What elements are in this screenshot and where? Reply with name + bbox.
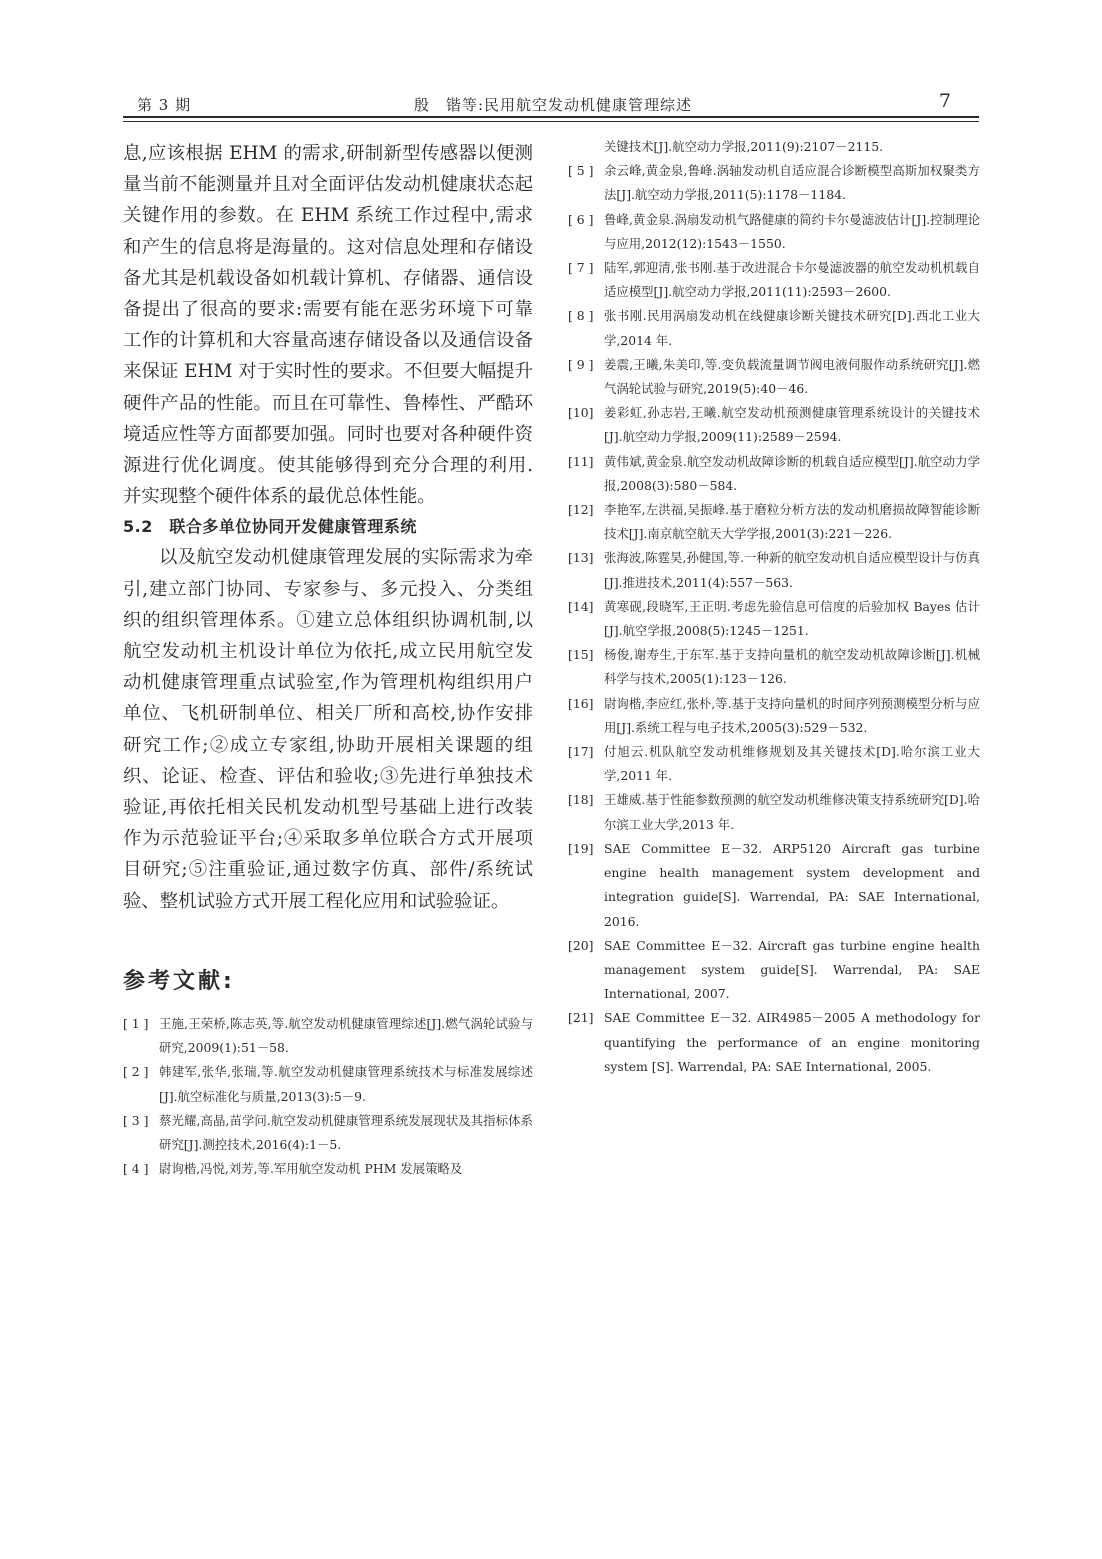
reference-4-continuation: 关键技术[J].航空动力学报,2011(9):2107－2115.	[604, 139, 884, 154]
reference-number: [16]	[568, 695, 594, 711]
reference-text: 李艳军,左洪福,吴振峰.基于磨粒分析方法的发动机磨损故障智能诊断技术[J].南京航空航天大学学报,2001(3):221－226.	[604, 502, 980, 542]
reference-number: [17]	[568, 744, 594, 760]
page-number: 7	[938, 90, 951, 112]
body-paragraph-continued: 息,应该根据 EHM 的需求,研制新型传感器以便测量当前不能测量并且对全面评估发动机健康状态起关键作用的参数。在 EHM 系统工作过程中,需求和产生的信息将是海量的。这对信息处理和存储设备尤其是机载设备如机载计算机、存储器、通信设备提出了很高的要求:需要有能在恶劣环境下可靠工作的计算机和大容量高速存储设备以及通信设备来保证 EHM 对于实时性的要求。不但要大幅提升硬件产品的性能。而且在可靠性、鲁棒性、严酷环境适应性等方面都要加强。同时也要对各种硬件资源进行优化调度。使其能够得到充分合理的利用.并实现整个硬件体系的最优总体性能。	[123, 143, 533, 508]
references-list-left	[123, 1012, 533, 1181]
reference-item	[568, 740, 980, 788]
section-heading-5-2: 5.2 联合多单位协同开发健康管理系统	[123, 517, 417, 537]
reference-text: 余云峰,黄金泉,鲁峰.涡轴发动机自适应混合诊断模型高斯加权聚类方法[J].航空动力学报,2011(5):1178－1184.	[604, 163, 980, 203]
reference-text: 姜彩虹,孙志岩,王曦.航空发动机预测健康管理系统设计的关键技术[J].航空动力学报,2009(11):2589－2594.	[604, 405, 980, 445]
references-list-right-wrapper	[568, 135, 980, 1079]
reference-text: 王雄威.基于性能参数预测的航空发动机维修决策支持系统研究[D].哈尔滨工业大学,2013 年.	[604, 792, 980, 832]
reference-item	[568, 546, 980, 594]
issue-number: 第 3 期	[137, 96, 192, 114]
reference-number: [ 4 ]	[123, 1161, 149, 1177]
reference-text: 王施,王荣桥,陈志英,等.航空发动机健康管理综述[J].燃气涡轮试验与研究,2009(1):51－58.	[159, 1016, 533, 1056]
left-column	[123, 138, 533, 917]
reference-text: 鲁峰,黄金泉.涡扇发动机气路健康的简约卡尔曼滤波估计[J].控制理论与应用,2012(12):1543－1550.	[604, 211, 980, 251]
reference-number: [ 9 ]	[568, 356, 594, 372]
references-heading: 参考文献:	[123, 969, 235, 994]
reference-item	[568, 159, 980, 207]
reference-text: 尉询楷,冯悦,刘芳,等.军用航空发动机 PHM 发展策略及	[159, 1161, 463, 1177]
reference-item	[123, 1012, 533, 1060]
reference-number: [14]	[568, 598, 594, 614]
reference-number: [ 3 ]	[123, 1112, 149, 1128]
reference-item	[123, 1157, 533, 1181]
reference-text: 杨俊,谢寿生,于东军.基于支持向量机的航空发动机故障诊断[J].机械科学与技术,2005(1):123－126.	[604, 647, 980, 687]
body-paragraph-5-2: 以及航空发动机健康管理发展的实际需求为牵引,建立部门协同、专家参与、多元投入、分类组织的组织管理体系。①建立总体组织协调机制,以航空发动机主机设计单位为依托,成立民用航空发动机健康管理重点试验室,作为管理机构组织用户单位、飞机研制单位、相关厂所和高校,协作安排研究工作;②成立专家组,协助开展相关课题的组织、论证、检查、评估和验收;③先进行单独技术验证,再依托相关民机发动机型号基础上进行改装作为示范验证平台;④采取多单位联合方式开展项目研究;⑤注重验证,通过数字仿真、部件/系统试验、整机试验方式开展工程化应用和试验验证。	[123, 547, 533, 912]
header-rule-thin	[123, 121, 979, 122]
reference-text: 尉询楷,李应红,张朴,等.基于支持向量机的时间序列预测模型分析与应用[J].系统工程与电子技术,2005(3):529－532.	[604, 695, 980, 735]
reference-number: [ 8 ]	[568, 308, 594, 324]
reference-item	[568, 692, 980, 740]
reference-item	[568, 1006, 980, 1079]
reference-number: [15]	[568, 647, 594, 663]
references-list-right	[568, 159, 980, 1079]
reference-item	[123, 1060, 533, 1108]
reference-number: [ 6 ]	[568, 211, 594, 227]
running-title: 殷 锴等:民用航空发动机健康管理综述	[413, 96, 693, 114]
reference-item	[568, 353, 980, 401]
reference-item	[568, 643, 980, 691]
reference-text: 张海波,陈霆昊,孙健国,等.一种新的航空发动机自适应模型设计与仿真[J].推进技术,2011(4):557－563.	[604, 550, 980, 590]
reference-text: 蔡光耀,高晶,苗学问.航空发动机健康管理系统发展现状及其指标体系研究[J].测控技术,2016(4):1－5.	[159, 1112, 533, 1153]
reference-number: [11]	[568, 453, 594, 469]
reference-item	[568, 498, 980, 546]
reference-number: [10]	[568, 405, 594, 421]
reference-text: SAE Committee E－32. AIR4985－2005 A methodology for quantifying the performance of an engine monitoring system [S]. Warrendal, PA: SAE International, 2005.	[604, 1010, 980, 1074]
reference-item	[568, 595, 980, 643]
reference-text: 黄伟斌,黄金泉.航空发动机故障诊断的机载自适应模型[J].航空动力学报,2008(3):580－584.	[604, 453, 980, 493]
header-rule-thick	[123, 116, 979, 118]
reference-item	[568, 208, 980, 256]
reference-number: [12]	[568, 502, 594, 518]
reference-item	[568, 401, 980, 449]
reference-item	[568, 256, 980, 304]
reference-number: [19]	[568, 840, 594, 856]
reference-text: SAE Committee E－32. ARP5120 Aircraft gas turbine engine health management system development and integration guide[S]. Warrendal, PA: SAE International, 2016.	[604, 840, 980, 929]
reference-text: 姜震,王曦,朱美印,等.变负载流量调节阀电液伺服作动系统研究[J].燃气涡轮试验与研究,2019(5):40－46.	[604, 356, 980, 397]
reference-number: [18]	[568, 792, 594, 808]
reference-number: [13]	[568, 550, 594, 566]
reference-text: SAE Committee E－32. Aircraft gas turbine engine health management system guide[S]. Warrendal, PA: SAE International, 2007.	[604, 937, 980, 1002]
reference-number: [ 7 ]	[568, 260, 594, 276]
reference-number: [ 1 ]	[123, 1016, 149, 1031]
reference-text: 付旭云.机队航空发动机维修规划及其关键技术[D].哈尔滨工业大学,2011 年.	[604, 744, 980, 784]
reference-text: 陆军,郭迎清,张书刚.基于改进混合卡尔曼滤波器的航空发动机机载自适应模型[J].航空动力学报,2011(11):2593－2600.	[604, 260, 980, 300]
reference-item	[123, 1109, 533, 1157]
reference-number: [ 5 ]	[568, 163, 594, 179]
reference-item	[568, 837, 980, 934]
reference-item	[568, 788, 980, 836]
reference-text: 黄寒砚,段晓军,王正明.考虑先验信息可信度的后验加权 Bayes 估计[J].航空学报,2008(5):1245－1251.	[604, 598, 980, 639]
reference-item	[568, 934, 980, 1007]
reference-text: 张书刚.民用涡扇发动机在线健康诊断关键技术研究[D].西北工业大学,2014 年.	[604, 308, 980, 348]
reference-number: [20]	[568, 937, 594, 953]
reference-item	[568, 304, 980, 352]
reference-item	[568, 450, 980, 498]
reference-text: 韩建军,张华,张瑞,等.航空发动机健康管理系统技术与标准发展综述[J].航空标准化与质量,2013(3):5－9.	[159, 1064, 533, 1104]
reference-number: [ 2 ]	[123, 1064, 149, 1080]
reference-number: [21]	[568, 1010, 594, 1026]
